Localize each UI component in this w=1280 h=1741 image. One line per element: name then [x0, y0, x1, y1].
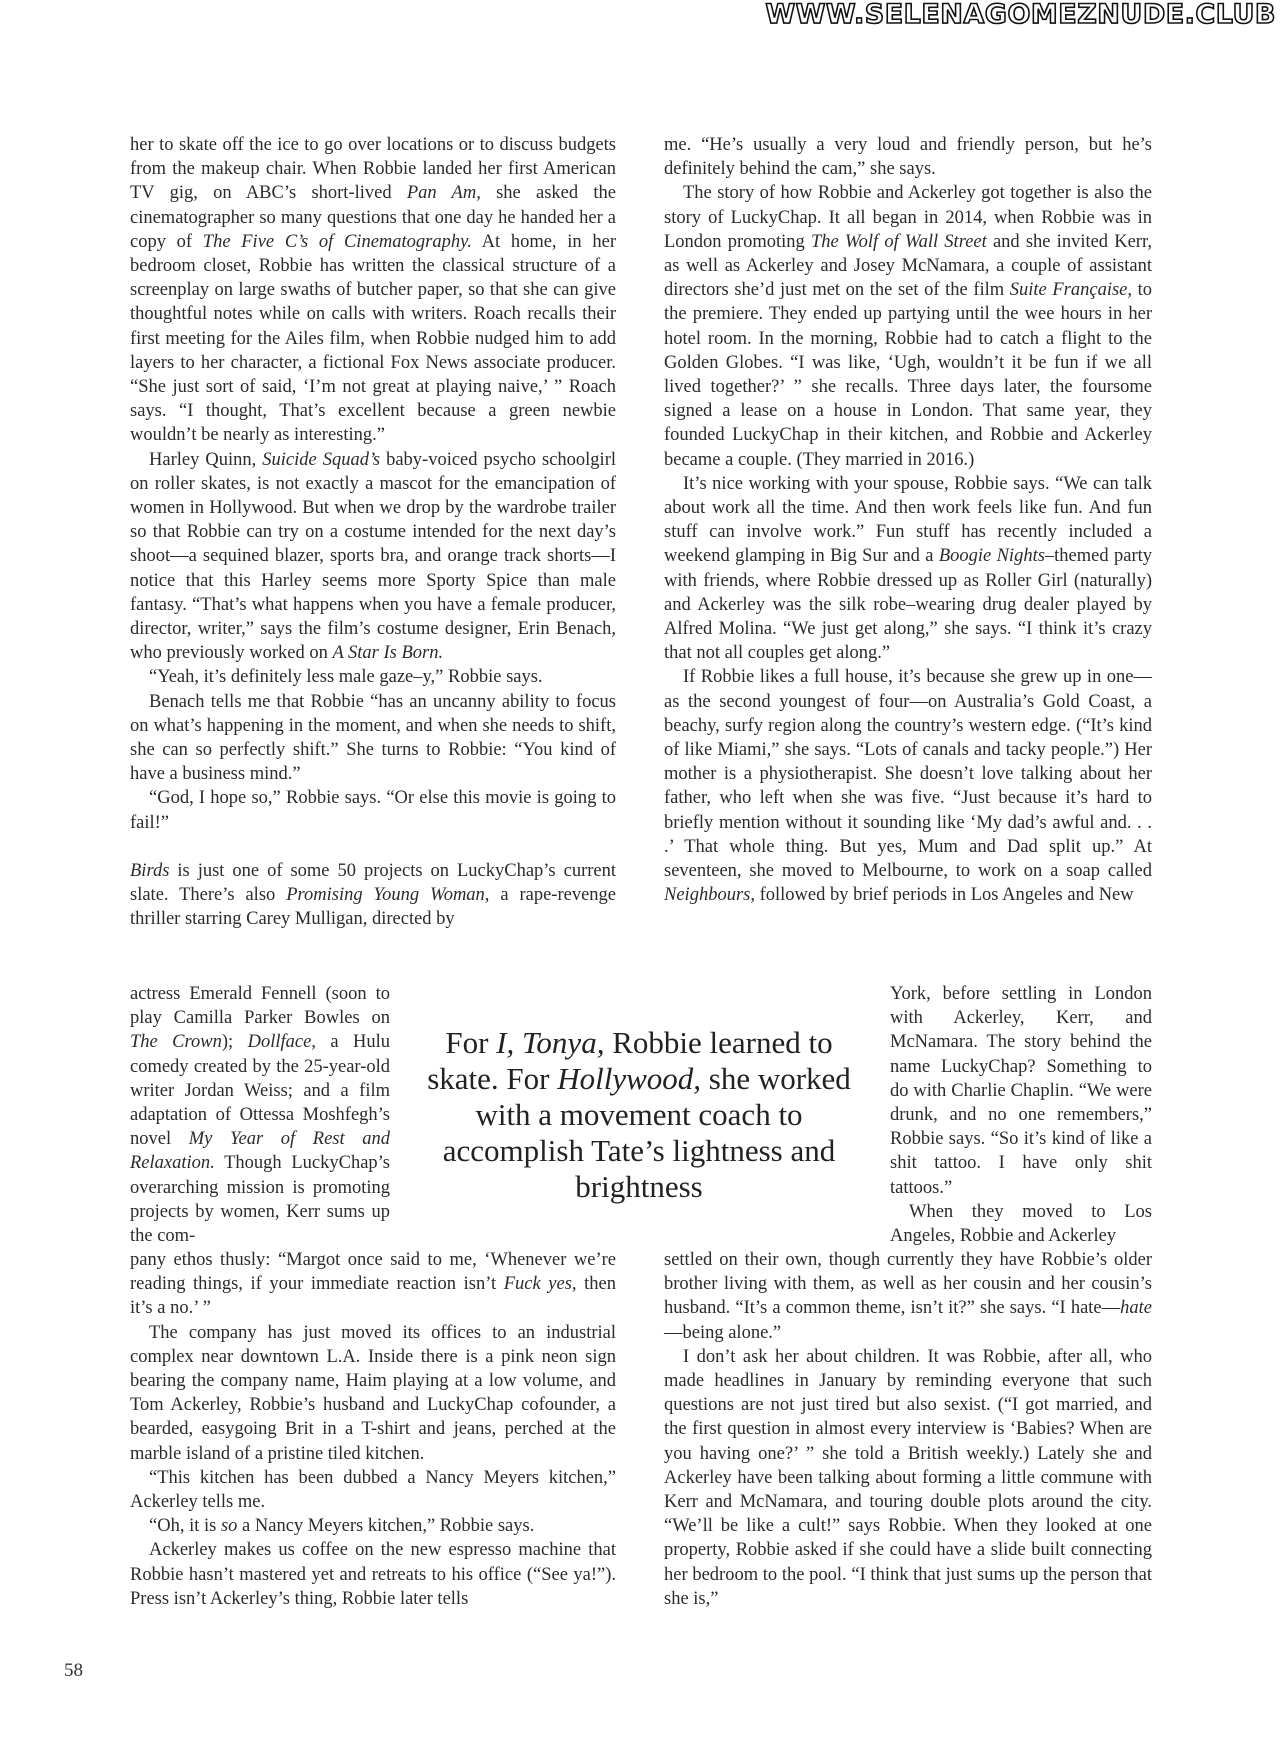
paragraph: “God, I hope so,” Robbie says. “Or else this movie is going to fail!”	[130, 788, 616, 833]
left-column-bottom	[130, 1248, 616, 1611]
paragraph: York, before settling in London with Ackerley, Kerr, and McNamara. The story behind the name LuckyChap? Something to do with Charlie Chaplin. “We were drunk, and no one remembers,” Robbie says. “So it’s kind of like a shit tattoo. I have only shit tattoos.”	[890, 984, 1152, 1198]
paragraph: I don’t ask her about children. It was Robbie, after all, who made headlines in January by reminding everyone that such questions are not just tired but also sexist. (“I got married, and the first question in almost every interview is ‘Babies? When are you having one?’ ” she told a British weekly.) Lately she and Ackerley have been talking about forming a little commune with Kerr and McNamara, and touring double plots around the city. “We’ll be like a cult!” says Robbie. When they looked at one property, Robbie asked if she could have a slide built connecting her bedroom to the pool. “I think that just sums up the person that she is,”	[664, 1346, 1152, 1609]
paragraph: When they moved to Los Angeles, Robbie and Ackerley	[890, 1201, 1152, 1247]
paragraph: Birds is just one of some 50 projects on LuckyChap’s current slate. There’s also Promising Young Woman, a rape-revenge thriller starring Carey Mulligan, directed by	[130, 860, 616, 930]
paragraph: Harley Quinn, Suicide Squad’s baby-voiced psycho schoolgirl on roller skates, is not exactly a mascot for the emancipation of women in Hollywood. But when we drop by the wardrobe trailer so that Robbie can try on a costume intended for the next day’s shoot—a sequined blazer, sports bra, and orange track shorts—I notice that this Harley seems more Sporty Spice than male fantasy. “That’s what happens when you have a female producer, director, writer,” says the film’s costume designer, Erin Benach, who previously worked on A Star Is Born.	[130, 449, 616, 664]
paragraph: If Robbie likes a full house, it’s because she grew up in one—as the second youngest of four—on Australia’s Gold Coast, a beachy, surfy region along the country’s western edge. (“It’s kind of like Miami,” she says. “Lots of canals and tacky people.”) Her mother is a physiotherapist. She doesn’t love talking about her father, who left when she was five. “Just because it’s hard to briefly mention without it sounding like ‘My dad’s awful and. . . .’ That whole thing. But yes, Mum and Dad split up.” At seventeen, she moved to Melbourne, to work on a soap called Neighbours, followed by brief periods in Los Angeles and New	[664, 667, 1152, 906]
right-column-wrap	[890, 982, 1152, 1248]
right-column-bottom	[664, 1248, 1152, 1611]
paragraph: pany ethos thusly: “Margot once said to me, ‘Whenever we’re reading things, if your immediate reaction isn’t Fuck yes, then it’s a no.’ ”	[130, 1250, 616, 1319]
paragraph: “Yeah, it’s definitely less male gaze–y,” Robbie says.	[149, 667, 543, 688]
paragraph: “This kitchen has been dubbed a Nancy Meyers kitchen,” Ackerley tells me.	[130, 1467, 616, 1513]
pull-quote: For I, Tonya, Robbie learned to skate. For Hollywood, she worked with a movement coach to accomplish Tate’s lightness and brightness	[427, 1025, 851, 1204]
left-column-wrap	[130, 982, 390, 1248]
watermark: WWW.SELENAGOMEZNUDE.CLUB	[765, 0, 1276, 30]
paragraph: “Oh, it is so a Nancy Meyers kitchen,” Robbie says.	[149, 1516, 535, 1537]
paragraph: me. “He’s usually a very loud and friendly person, but he’s definitely behind the cam,” she says.	[664, 135, 1152, 180]
paragraph: settled on their own, though currently they have Robbie’s older brother living with them, as well as her cousin and her cousin’s husband. “It’s a common theme, isn’t it?” she says. “I hate—hate—being alone.”	[664, 1250, 1152, 1343]
paragraph: The company has just moved its offices to an industrial complex near downtown L.A. Inside there is a pink neon sign bearing the company name, Haim playing at a low volume, and Tom Ackerley, Robbie’s husband and LuckyChap cofounder, a bearded, easygoing Brit in a T-shirt and jeans, perched at the marble island of a pristine tiled kitchen.	[130, 1322, 616, 1464]
paragraph: It’s nice working with your spouse, Robbie says. “We can talk about work all the time. And then work feels like fun. And fun stuff can involve work.” Fun stuff has recently included a weekend glamping in Big Sur and a Boogie Nights–themed party with friends, where Robbie dressed up as Roller Girl (naturally) and Ackerley was the silk robe–wearing drug dealer played by Alfred Molina. “We just get along,” she says. “I think it’s crazy that not all couples get along.”	[664, 473, 1152, 664]
page-number: 58	[64, 1660, 83, 1681]
left-column-top	[130, 133, 616, 932]
paragraph: Ackerley makes us coffee on the new espresso machine that Robbie hasn’t mastered yet and retreats to his office (“See ya!”). Press isn’t Ackerley’s thing, Robbie later tells	[130, 1540, 616, 1609]
right-column-top	[664, 133, 1152, 908]
paragraph: The story of how Robbie and Ackerley got together is also the story of LuckyChap. It all began in 2014, when Robbie was in London promoting The Wolf of Wall Street and she invited Kerr, as well as Ackerley and Josey McNamara, a couple of assistant directors she’d just met on the set of the film Suite Française, to the premiere. They ended up partying until the wee hours in her hotel room. In the morning, Robbie had to catch a flight to the Golden Globes. “I was like, ‘Ugh, wouldn’t it be fun if we all lived together?’ ” she recalls. Three days later, the foursome signed a lease on a house in London. That same year, they founded LuckyChap in their kitchen, and Robbie and Ackerley became a couple. (They married in 2016.)	[664, 183, 1153, 470]
paragraph: actress Emerald Fennell (soon to play Camilla Parker Bowles on The Crown); Dollface, a Hulu comedy created by the 25-year-old writer Jordan Weiss; and a film adaptation of Ottessa Moshfegh’s novel My Year of Rest and Relaxation. Though LuckyChap’s overarching mission is promoting projects by women, Kerr sums up the com-	[130, 984, 390, 1247]
paragraph: Benach tells me that Robbie “has an uncanny ability to focus on what’s happening in the moment, and when she needs to shift, she can so perfectly shift.” She turns to Robbie: “You kind of have a business mind.”	[130, 691, 616, 785]
paragraph: her to skate off the ice to go over locations or to discuss budgets from the makeup chair. When Robbie landed her first American TV gig, on ABC’s short-lived Pan Am, she asked the cinematographer so many questions that one day he handed her a copy of The Five C’s of Cinematography. At home, in her bedroom closet, Robbie has written the classical structure of a screenplay on large swaths of butcher paper, so that she can give thoughtful notes while on calls with writers. Roach recalls their first meeting for the Ailes film, when Robbie nudged him to add layers to her character, a fictional Fox News associate producer. “She just sort of said, ‘I’m not great at playing naive,’ ” Roach says. “I thought, That’s excellent because a green newbie wouldn’t be nearly as interesting.”	[130, 135, 616, 446]
